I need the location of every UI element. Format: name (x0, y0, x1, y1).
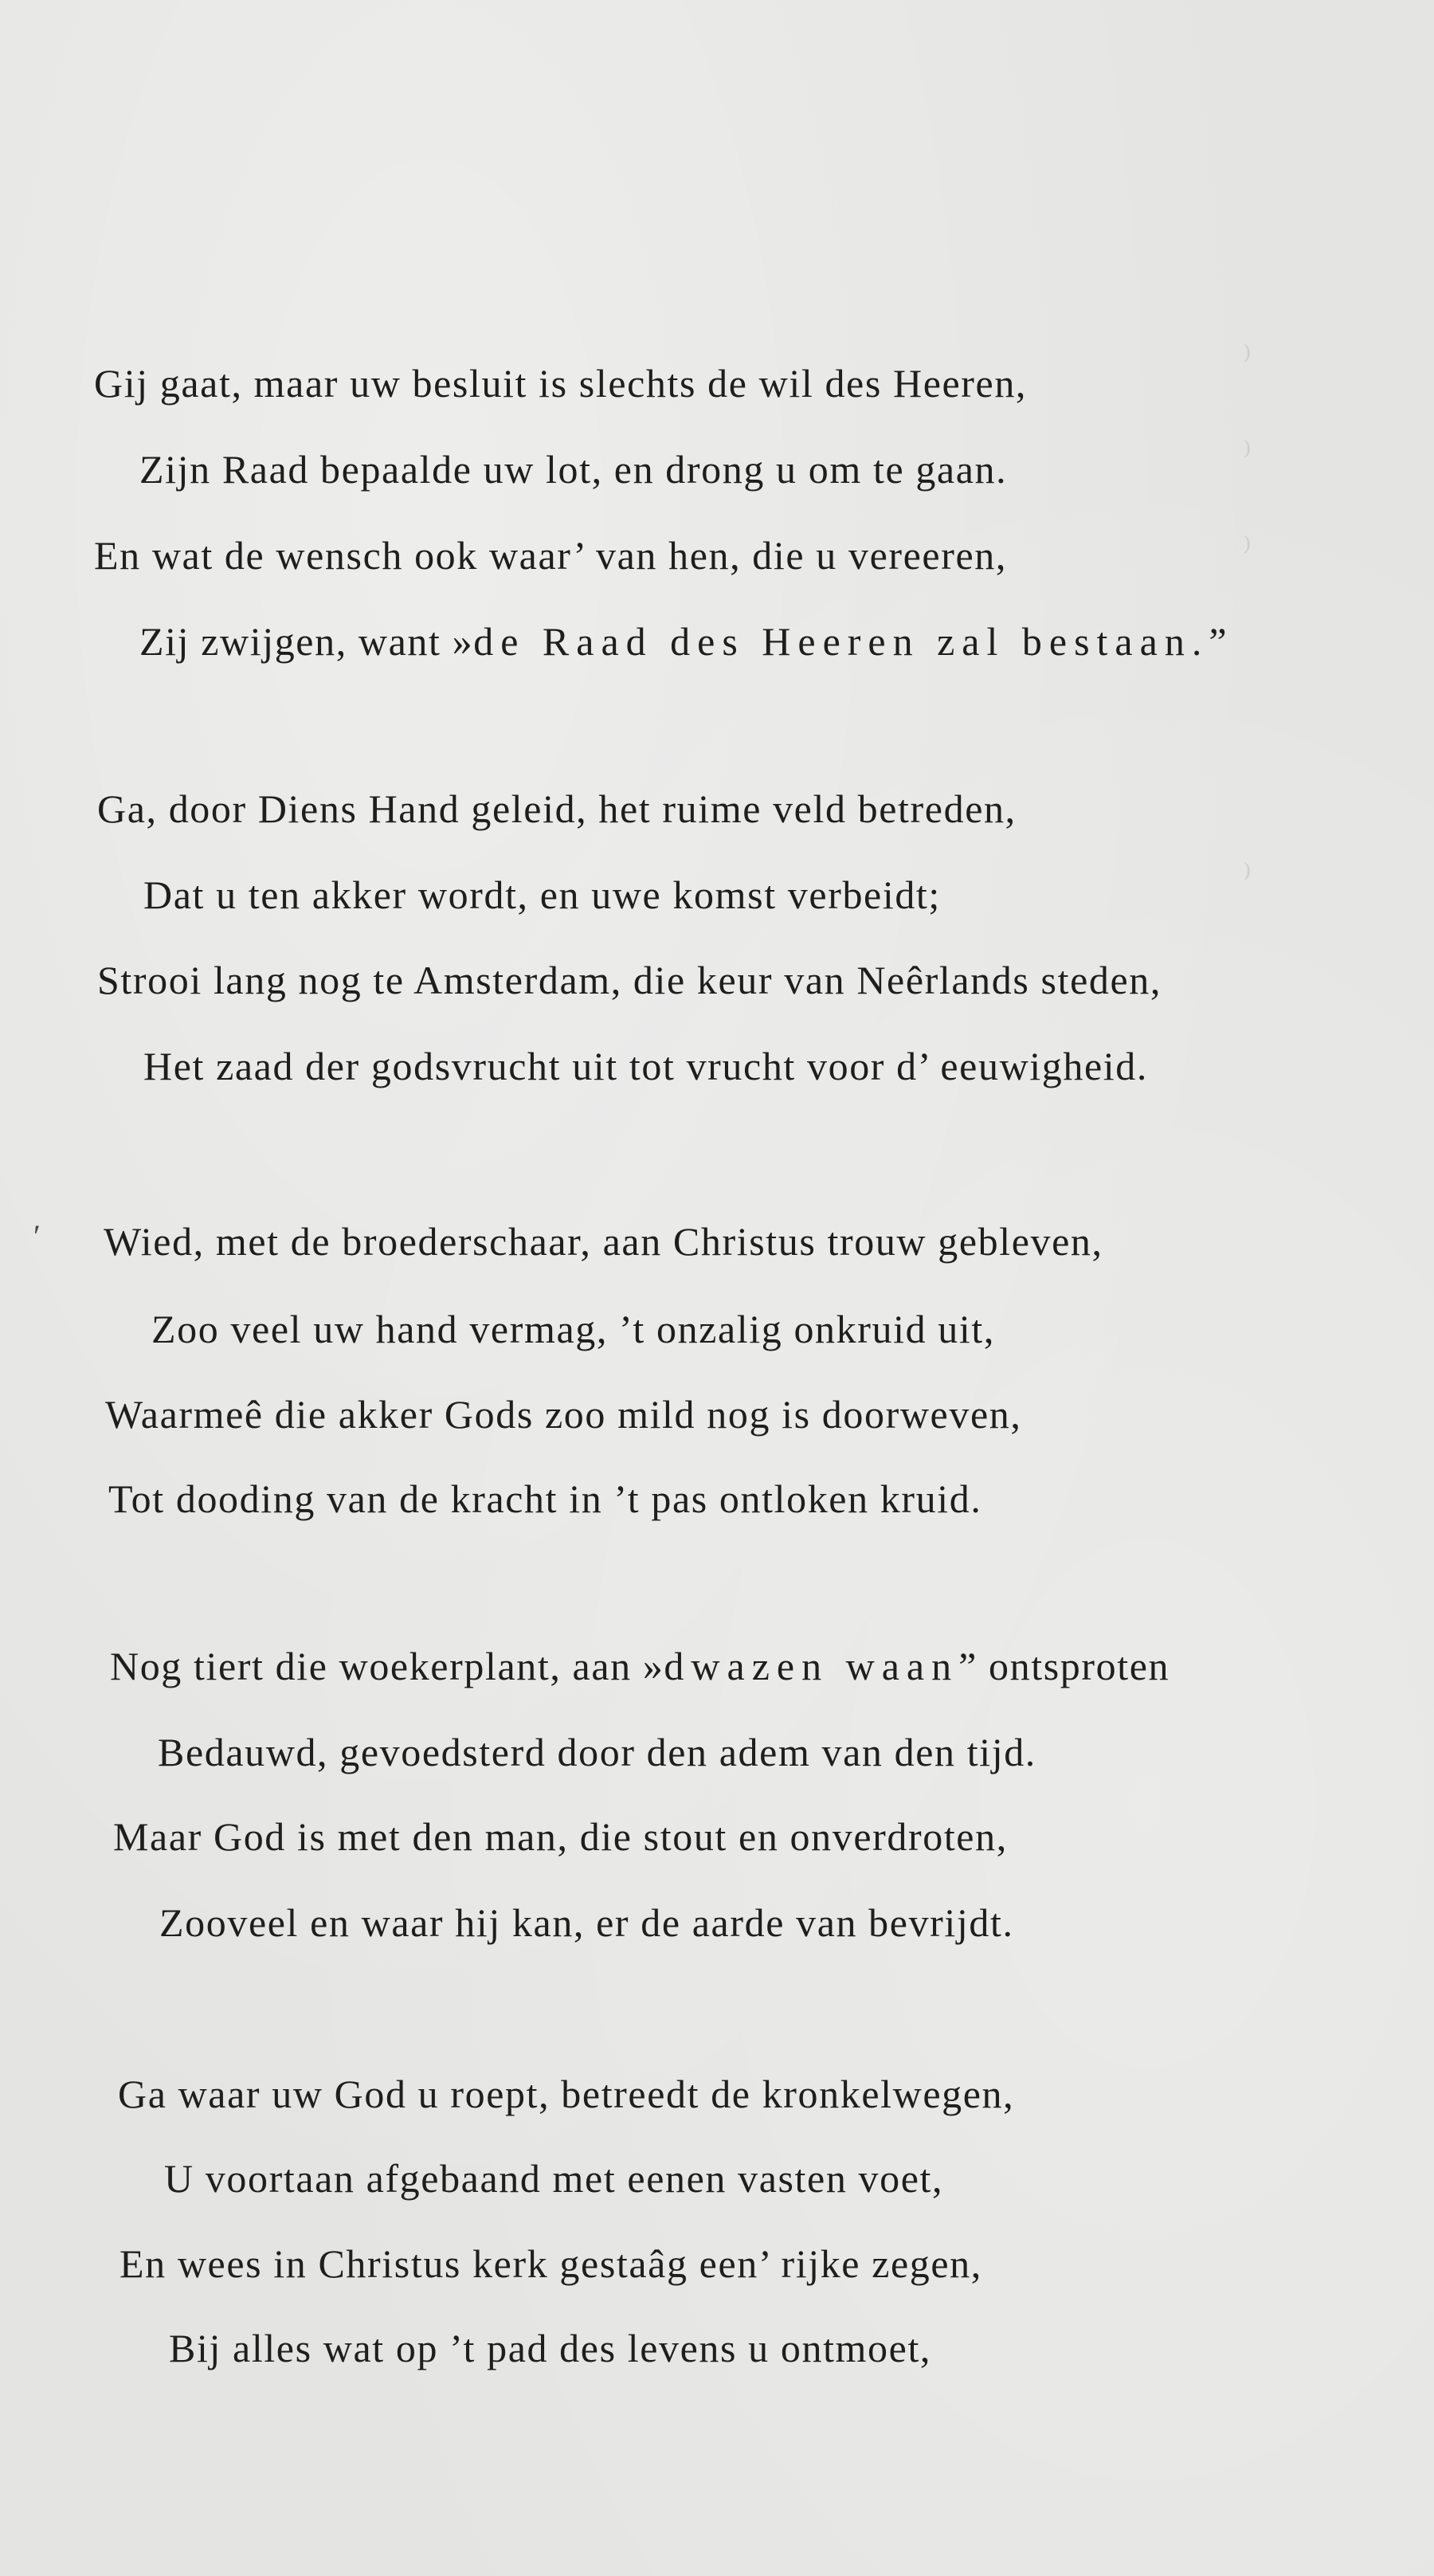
poem-line: Bij alles wat op ’t pad des levens u ontmoet, (169, 2326, 932, 2370)
poem-line: Maar God is met den man, die stout en onverdroten, (113, 1814, 1008, 1859)
spaced-emphasis: dwazen waan (664, 1644, 959, 1688)
poem-line: Ga, door Diens Hand geleid, het ruime veld betreden, (97, 786, 1017, 831)
poem-line: Ga waar uw God u roept, betreedt de kronkelwegen, (118, 2072, 1015, 2116)
bleed-through-mark: ⁾ (1243, 531, 1252, 570)
poem-line: Waarmeê die akker Gods zoo mild nog is doorweven, (105, 1392, 1022, 1437)
poem-line (139, 619, 1228, 664)
poem-line: Tot dooding van de kracht in ’t pas ontloken kruid. (108, 1476, 982, 1521)
bleed-through-mark: ⁾ (1243, 435, 1252, 474)
spaced-emphasis: de Raad des Heeren zal bestaan. (473, 619, 1209, 664)
poem-line: Wied, met de broederschaar, aan Christus trouw gebleven, (104, 1219, 1103, 1264)
poem-line (110, 1646, 1170, 1686)
line-part: ” ontsproten (958, 1644, 1170, 1688)
bleed-through-mark: ⁾ (1243, 857, 1252, 896)
poem-line: Zoo veel uw hand vermag, ’t onzalig onkruid uit, (151, 1307, 995, 1351)
line-part: ” (1209, 619, 1228, 664)
line-part: Nog tiert die woekerplant, aan » (110, 1644, 664, 1688)
line-part: Zij zwijgen, want » (139, 619, 474, 664)
poem-line: En wees in Christus kerk gestaâg een’ rijke zegen, (120, 2241, 982, 2286)
poem-line: Gij gaat, maar uw besluit is slechts de wil des Heeren, (94, 361, 1028, 406)
stray-mark: ʹ (33, 1218, 41, 1254)
bleed-through-mark: ⁾ (1243, 339, 1252, 378)
poem-line: Bedauwd, gevoedsterd door den adem van den tijd. (158, 1730, 1036, 1774)
poem-line: Strooi lang nog te Amsterdam, die keur van Neêrlands steden, (97, 958, 1162, 1002)
poem-line: Dat u ten akker wordt, en uwe komst verbeidt; (143, 872, 941, 917)
poem-line: Zijn Raad bepaalde uw lot, en drong u om te gaan. (139, 447, 1008, 492)
poem-line: En wat de wensch ook waar’ van hen, die u vereeren, (94, 533, 1007, 578)
poem-line: U voortaan afgebaand met eenen vasten voet, (164, 2156, 944, 2201)
poem-line: Zooveel en waar hij kan, er de aarde van bevrijdt. (159, 1900, 1014, 1945)
poem-line: Het zaad der godsvrucht uit tot vrucht voor d’ eeuwigheid. (143, 1044, 1148, 1088)
